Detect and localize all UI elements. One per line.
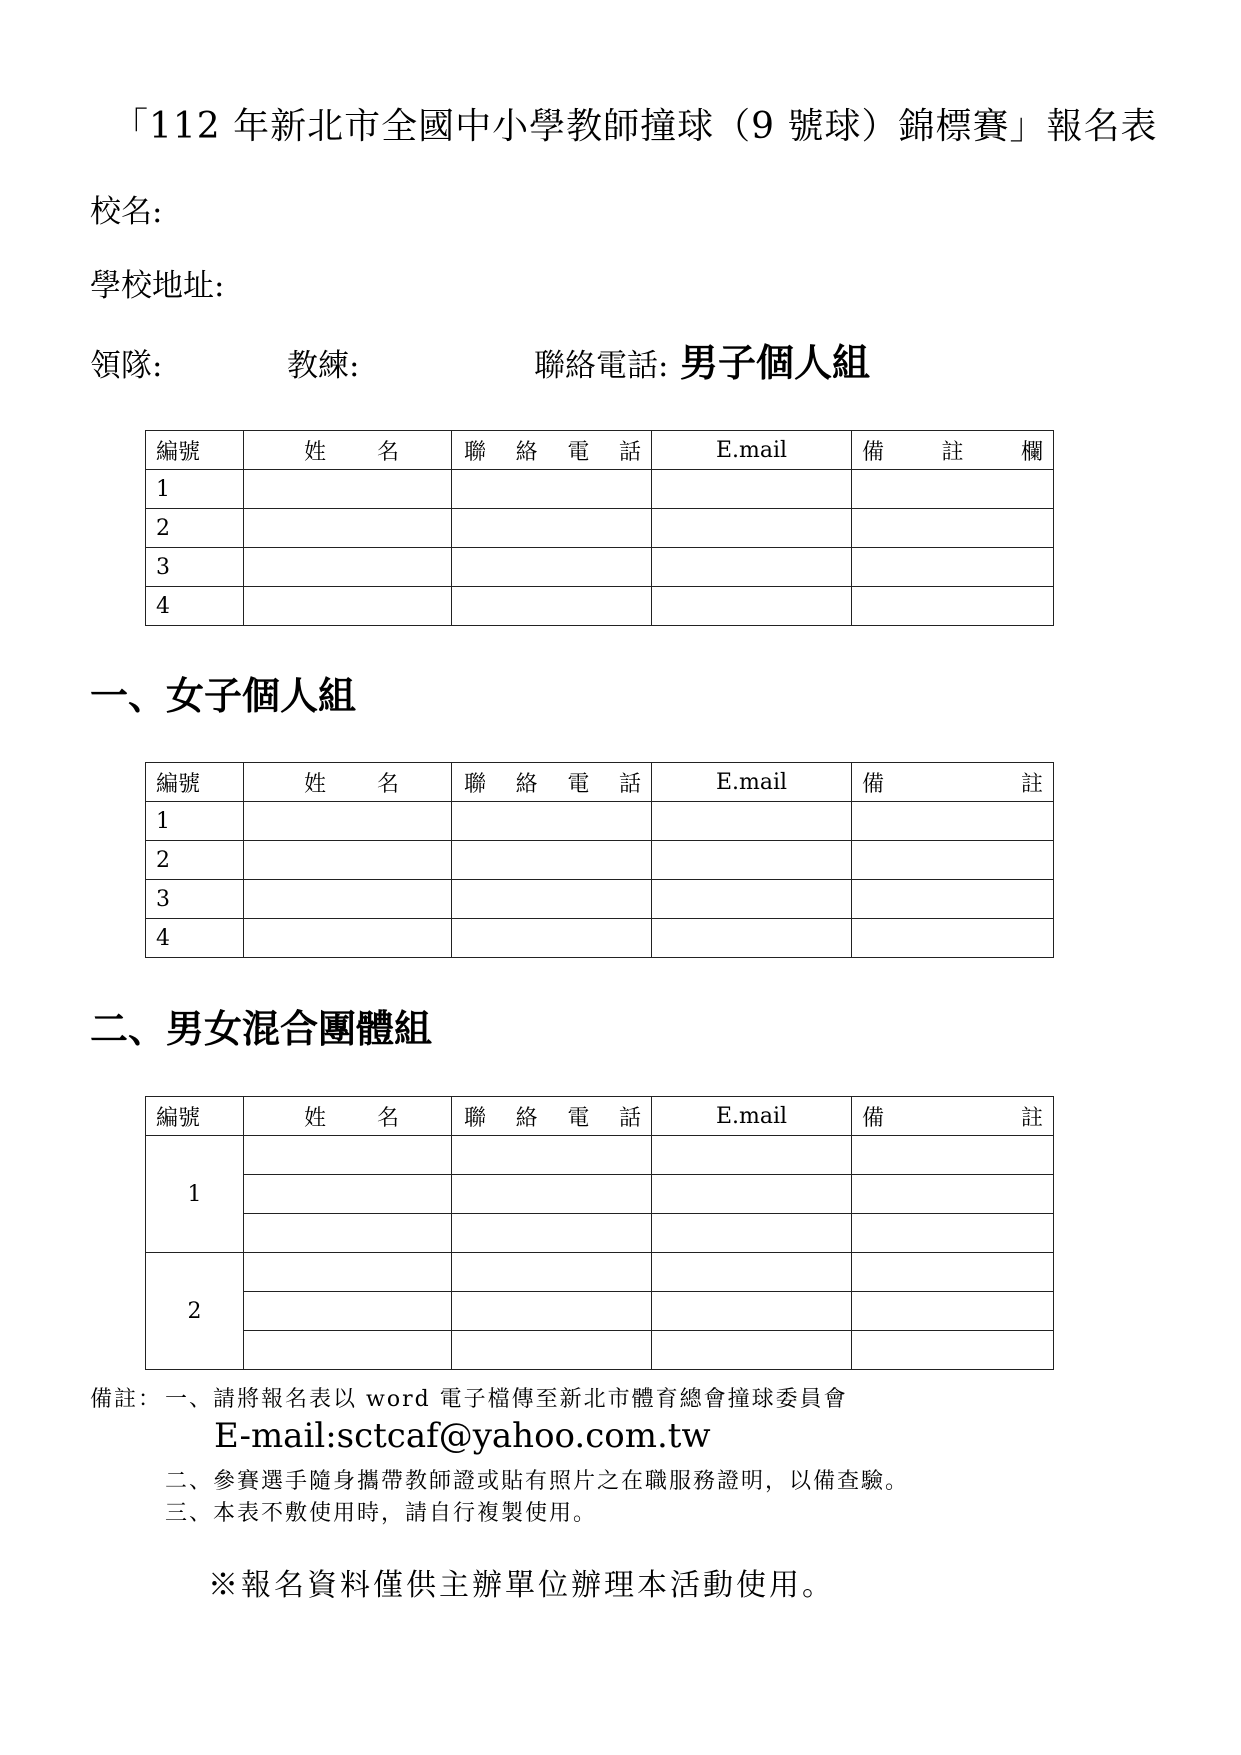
name-cell[interactable] xyxy=(244,802,452,841)
coach-label: 教練: xyxy=(287,348,360,384)
name-cell[interactable] xyxy=(244,919,452,958)
name-cell[interactable] xyxy=(244,1253,452,1292)
phone-cell[interactable] xyxy=(452,509,652,548)
header-no: 編號 xyxy=(146,431,244,470)
footer-disclaimer: ※報名資料僅供主辦單位辦理本活動使用。 xyxy=(208,1568,835,1603)
note-line-1: 一、請將報名表以 word 電子檔傳至新北市體育總會撞球委員會 xyxy=(165,1387,848,1412)
header-name: 姓 名 xyxy=(244,1097,452,1136)
phone-cell[interactable] xyxy=(452,802,652,841)
name-cell[interactable] xyxy=(244,587,452,626)
email-cell[interactable] xyxy=(652,587,852,626)
email-cell[interactable] xyxy=(652,470,852,509)
header-no: 編號 xyxy=(146,763,244,802)
row-number: 4 xyxy=(146,919,244,958)
team-number: 1 xyxy=(146,1136,244,1253)
table-row xyxy=(146,919,1054,958)
header-email: E.mail xyxy=(652,763,852,802)
phone-cell[interactable] xyxy=(452,1292,652,1331)
header-name: 姓 名 xyxy=(244,431,452,470)
men-individual-table xyxy=(145,430,1054,626)
notes-label: 備註： xyxy=(90,1387,163,1412)
phone-cell[interactable] xyxy=(452,1253,652,1292)
phone-label: 聯絡電話: xyxy=(534,348,669,384)
mixed-team-table xyxy=(145,1096,1054,1370)
table-row xyxy=(146,1331,1054,1370)
name-cell[interactable] xyxy=(244,509,452,548)
table-row xyxy=(146,1136,1054,1175)
email-cell[interactable] xyxy=(652,1136,852,1175)
women-individual-table xyxy=(145,762,1054,958)
table-row xyxy=(146,1175,1054,1214)
remark-cell[interactable] xyxy=(852,548,1054,587)
row-number: 2 xyxy=(146,509,244,548)
phone-cell[interactable] xyxy=(452,1175,652,1214)
header-name: 姓 名 xyxy=(244,763,452,802)
name-cell[interactable] xyxy=(244,880,452,919)
table-row xyxy=(146,802,1054,841)
email-cell[interactable] xyxy=(652,1292,852,1331)
phone-cell[interactable] xyxy=(452,1136,652,1175)
remark-cell[interactable] xyxy=(852,841,1054,880)
email-cell[interactable] xyxy=(652,548,852,587)
email-cell[interactable] xyxy=(652,919,852,958)
phone-cell[interactable] xyxy=(452,880,652,919)
table-row xyxy=(146,548,1054,587)
row-number: 1 xyxy=(146,802,244,841)
row-number: 3 xyxy=(146,548,244,587)
table-header-row xyxy=(146,431,1054,470)
note-line-3: 三、本表不敷使用時，請自行複製使用。 xyxy=(165,1501,598,1526)
table-row xyxy=(146,509,1054,548)
men-individual-heading: 男子個人組 xyxy=(680,340,871,385)
remark-cell[interactable] xyxy=(852,1175,1054,1214)
remark-cell[interactable] xyxy=(852,1214,1054,1253)
team-number: 2 xyxy=(146,1253,244,1370)
women-individual-heading: 一、女子個人組 xyxy=(90,673,357,718)
row-number: 2 xyxy=(146,841,244,880)
header-remark: 備 註 xyxy=(852,1097,1054,1136)
phone-cell[interactable] xyxy=(452,1331,652,1370)
remark-cell[interactable] xyxy=(852,470,1054,509)
table-row xyxy=(146,470,1054,509)
remark-cell[interactable] xyxy=(852,1253,1054,1292)
table-row xyxy=(146,880,1054,919)
email-cell[interactable] xyxy=(652,802,852,841)
table-row xyxy=(146,841,1054,880)
header-phone: 聯 絡 電 話 xyxy=(452,763,652,802)
form-title: 「112 年新北市全國中小學教師撞球（9 號球）錦標賽」報名表 xyxy=(112,106,1158,147)
table-row xyxy=(146,587,1054,626)
name-cell[interactable] xyxy=(244,1136,452,1175)
phone-cell[interactable] xyxy=(452,1214,652,1253)
table-row xyxy=(146,1292,1054,1331)
remark-cell[interactable] xyxy=(852,1292,1054,1331)
header-email: E.mail xyxy=(652,431,852,470)
header-phone: 聯 絡 電 話 xyxy=(452,1097,652,1136)
row-number: 4 xyxy=(146,587,244,626)
email-cell[interactable] xyxy=(652,1253,852,1292)
row-number: 3 xyxy=(146,880,244,919)
name-cell[interactable] xyxy=(244,470,452,509)
school-address-label: 學校地址: xyxy=(90,268,225,304)
name-cell[interactable] xyxy=(244,1214,452,1253)
remark-cell[interactable] xyxy=(852,919,1054,958)
header-no: 編號 xyxy=(146,1097,244,1136)
name-cell[interactable] xyxy=(244,1292,452,1331)
email-cell[interactable] xyxy=(652,1175,852,1214)
note-line-2: 二、參賽選手隨身攜帶教師證或貼有照片之在職服務證明，以備查驗。 xyxy=(165,1469,910,1494)
email-cell[interactable] xyxy=(652,509,852,548)
row-number: 1 xyxy=(146,470,244,509)
remark-cell[interactable] xyxy=(852,509,1054,548)
phone-cell[interactable] xyxy=(452,919,652,958)
remark-cell[interactable] xyxy=(852,1136,1054,1175)
table-header-row xyxy=(146,1097,1054,1136)
phone-cell[interactable] xyxy=(452,470,652,509)
name-cell[interactable] xyxy=(244,841,452,880)
remark-cell[interactable] xyxy=(852,587,1054,626)
table-header-row xyxy=(146,763,1054,802)
header-remark: 備 註 欄 xyxy=(852,431,1054,470)
email-cell[interactable] xyxy=(652,1214,852,1253)
header-email: E.mail xyxy=(652,1097,852,1136)
remark-cell[interactable] xyxy=(852,1331,1054,1370)
email-cell[interactable] xyxy=(652,880,852,919)
header-phone: 聯 絡 電 話 xyxy=(452,431,652,470)
leader-label: 領隊: xyxy=(90,348,163,384)
remark-cell[interactable] xyxy=(852,802,1054,841)
table-row xyxy=(146,1253,1054,1292)
phone-cell[interactable] xyxy=(452,587,652,626)
name-cell[interactable] xyxy=(244,1331,452,1370)
contact-email: E-mail:sctcaf@yahoo.com.tw xyxy=(214,1416,711,1456)
email-cell[interactable] xyxy=(652,1331,852,1370)
table-row xyxy=(146,1214,1054,1253)
phone-cell[interactable] xyxy=(452,841,652,880)
phone-cell[interactable] xyxy=(452,548,652,587)
email-cell[interactable] xyxy=(652,841,852,880)
name-cell[interactable] xyxy=(244,1175,452,1214)
header-remark: 備 註 xyxy=(852,763,1054,802)
mixed-team-heading: 二、男女混合團體組 xyxy=(90,1006,433,1051)
school-name-label: 校名: xyxy=(90,194,163,230)
name-cell[interactable] xyxy=(244,548,452,587)
remark-cell[interactable] xyxy=(852,880,1054,919)
